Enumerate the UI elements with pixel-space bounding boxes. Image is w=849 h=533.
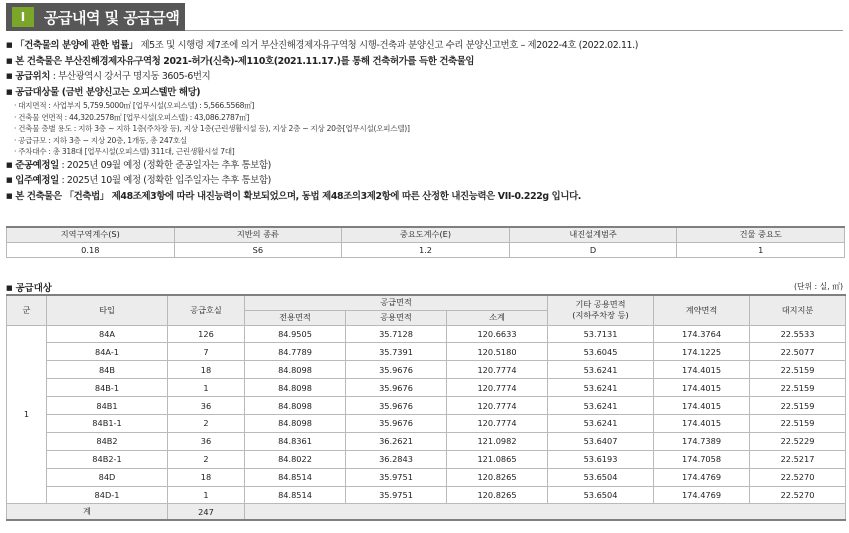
cell-subtotal: 120.8265 — [447, 468, 548, 486]
table-row — [7, 450, 846, 468]
cell-other: 53.6504 — [548, 468, 654, 486]
header-other-common: 기타 공용면적 (지하주차장 등) — [548, 295, 654, 325]
seismic-value-cell: S6 — [174, 242, 342, 257]
cell-land: 22.5217 — [750, 450, 846, 468]
bullet-seismic: ■ 본 건축물은 「건축법」 제48조제3항에 따라 내진능력이 확보되었으며, 동법 제48조의3제2항에 따른 산정한 내진능력은 VII-0.222g 입니다. — [6, 190, 582, 202]
table-row — [7, 397, 846, 415]
cell-common: 35.9676 — [346, 414, 447, 432]
cell-subtotal: 121.0865 — [447, 450, 548, 468]
header-exclusive: 전용면적 — [245, 310, 346, 325]
cell-subtotal: 120.5180 — [447, 343, 548, 361]
cell-common: 35.9676 — [346, 379, 447, 397]
header-supply-area: 공급면적 — [245, 295, 548, 310]
cell-land: 22.5159 — [750, 397, 846, 415]
seismic-value-cell: D — [509, 242, 677, 257]
seismic-header-cell: 지반의 종류 — [174, 227, 342, 242]
cell-exclusive: 84.8098 — [245, 379, 346, 397]
cell-common: 35.9676 — [346, 361, 447, 379]
header-group: 군 — [7, 295, 47, 325]
cell-common: 35.9751 — [346, 486, 447, 504]
cell-contract: 174.7058 — [654, 450, 750, 468]
cell-other: 53.6241 — [548, 361, 654, 379]
cell-type: 84A — [47, 325, 168, 343]
cell-units: 1 — [168, 486, 245, 504]
overview-bullets — [6, 38, 846, 204]
cell-common: 35.7128 — [346, 325, 447, 343]
seismic-header-cell: 건물 중요도 — [677, 227, 845, 242]
table-row — [7, 379, 846, 397]
cell-subtotal: 120.7774 — [447, 361, 548, 379]
cell-type: 84B1 — [47, 397, 168, 415]
supply-header-row — [7, 295, 846, 310]
cell-other: 53.6241 — [548, 379, 654, 397]
cell-exclusive: 84.8098 — [245, 361, 346, 379]
seismic-header-cell: 내진설계범주 — [509, 227, 677, 242]
header-units: 공급호실 — [168, 295, 245, 325]
supply-body — [7, 325, 846, 504]
table-row — [7, 361, 846, 379]
cell-exclusive: 84.7789 — [245, 343, 346, 361]
bullet-legal-basis: ■ 「건축물의 분양에 관한 법률」 제5조 및 시행령 제7조에 의거 부산진해경제자유구역청 시행-건축과 분양신고 수리 분양신고번호 – 제2022-4호 (2022.02.11.) — [6, 40, 639, 51]
header-land-share: 대지지분 — [750, 295, 846, 325]
table-row — [7, 325, 846, 343]
total-row — [7, 504, 846, 520]
cell-exclusive: 84.8514 — [245, 486, 346, 504]
bullet-supply-target: ■ 공급대상물 (금번 분양신고는 오피스텔만 해당) — [6, 86, 201, 98]
cell-type: 84B2-1 — [47, 450, 168, 468]
cell-contract: 174.4769 — [654, 468, 750, 486]
seismic-table — [6, 226, 845, 258]
cell-subtotal: 120.7774 — [447, 414, 548, 432]
cell-land: 22.5533 — [750, 325, 846, 343]
cell-exclusive: 84.8022 — [245, 450, 346, 468]
section-number: I — [12, 7, 34, 27]
cell-units: 36 — [168, 397, 245, 415]
cell-common: 35.9751 — [346, 468, 447, 486]
table-row — [7, 432, 846, 450]
cell-land: 22.5270 — [750, 486, 846, 504]
seismic-value-cell: 1.2 — [342, 242, 510, 257]
bullet-location: ■ 공급위치 : 부산광역시 강서구 명지동 3605-6번지 — [6, 71, 211, 82]
cell-units: 126 — [168, 325, 245, 343]
seismic-value-cell: 1 — [677, 242, 845, 257]
cell-type: 84B — [47, 361, 168, 379]
seismic-header-cell: 중요도계수(E) — [342, 227, 510, 242]
cell-units: 7 — [168, 343, 245, 361]
cell-contract: 174.7389 — [654, 432, 750, 450]
bullet-move-in-date: ■ 입주예정일 : 2025년 10월 예정 (정확한 입주일자는 추후 통보함) — [6, 175, 271, 186]
cell-contract: 174.4015 — [654, 379, 750, 397]
cell-units: 2 — [168, 414, 245, 432]
sub-item-floor-usage: · 건축물 층별 용도 : 지하 3층 ~ 지하 1층(주차장 등), 지상 1층(근린생활시설 등), 지상 2층 ~ 지상 20층[업무시설(오피스텔)] — [14, 124, 410, 133]
cell-type: 84B2 — [47, 432, 168, 450]
cell-units: 2 — [168, 450, 245, 468]
seismic-value-cell: 0.18 — [7, 242, 175, 257]
table-row — [7, 468, 846, 486]
cell-units: 18 — [168, 361, 245, 379]
cell-exclusive: 84.8098 — [245, 414, 346, 432]
bullet-completion-date: ■ 준공예정일 : 2025년 09월 예정 (정확한 준공일자는 추후 통보함) — [6, 159, 271, 171]
cell-other: 53.6193 — [548, 450, 654, 468]
seismic-header-row — [7, 227, 845, 242]
total-label: 계 — [7, 504, 168, 520]
cell-land: 22.5159 — [750, 361, 846, 379]
cell-type: 84B-1 — [47, 379, 168, 397]
cell-subtotal: 121.0982 — [447, 432, 548, 450]
sub-item-land-area: · 대지면적 : 사업부지 5,759.5000㎡ [업무시설(오피스텔) : 5,566.5568㎡] — [14, 101, 255, 110]
cell-units: 36 — [168, 432, 245, 450]
cell-contract: 174.3764 — [654, 325, 750, 343]
cell-contract: 174.4015 — [654, 397, 750, 415]
cell-other: 53.6241 — [548, 414, 654, 432]
cell-exclusive: 84.8514 — [245, 468, 346, 486]
header-type: 타입 — [47, 295, 168, 325]
cell-subtotal: 120.7774 — [447, 397, 548, 415]
cell-contract: 174.4015 — [654, 361, 750, 379]
cell-units: 18 — [168, 468, 245, 486]
cell-type: 84B1-1 — [47, 414, 168, 432]
cell-exclusive: 84.9505 — [245, 325, 346, 343]
header-subtotal: 소계 — [447, 310, 548, 325]
cell-contract: 174.4769 — [654, 486, 750, 504]
cell-common: 36.2843 — [346, 450, 447, 468]
cell-other: 53.6045 — [548, 343, 654, 361]
cell-type: 84A-1 — [47, 343, 168, 361]
cell-other: 53.6241 — [548, 397, 654, 415]
cell-land: 22.5229 — [750, 432, 846, 450]
cell-exclusive: 84.8361 — [245, 432, 346, 450]
cell-land: 22.5159 — [750, 414, 846, 432]
supply-table — [6, 294, 846, 521]
cell-exclusive: 84.8098 — [245, 397, 346, 415]
cell-common: 35.7391 — [346, 343, 447, 361]
seismic-header-cell: 지역구역계수(S) — [7, 227, 175, 242]
table-row — [7, 343, 846, 361]
sub-item-parking: · 주차대수 : 총 318대 [업무시설(오피스텔) 311대, 근린생활시설 7대] — [14, 147, 235, 156]
cell-other: 53.7131 — [548, 325, 654, 343]
unit-note: (단위 : 실, ㎡) — [793, 282, 843, 291]
group-cell: 1 — [7, 325, 47, 504]
cell-subtotal: 120.7774 — [447, 379, 548, 397]
sub-item-scale: · 공급규모 : 지하 3층 ~ 지상 20층, 1개동, 총 247호실 — [14, 135, 187, 145]
header-divider — [185, 30, 843, 31]
cell-land: 22.5077 — [750, 343, 846, 361]
cell-units: 1 — [168, 379, 245, 397]
cell-common: 36.2621 — [346, 432, 447, 450]
table-row — [7, 414, 846, 432]
sub-item-floor-area: · 건축물 연면적 : 44,320.2578㎡ [업무시설(오피스텔) : 43,086.2787㎡] — [14, 112, 250, 122]
total-empty — [245, 504, 846, 520]
cell-other: 53.6407 — [548, 432, 654, 450]
table-row — [7, 486, 846, 504]
cell-common: 35.9676 — [346, 397, 447, 415]
cell-type: 84D — [47, 468, 168, 486]
cell-land: 22.5159 — [750, 379, 846, 397]
total-units: 247 — [168, 504, 245, 520]
cell-contract: 174.4015 — [654, 414, 750, 432]
cell-land: 22.5270 — [750, 468, 846, 486]
cell-subtotal: 120.8265 — [447, 486, 548, 504]
cell-type: 84D-1 — [47, 486, 168, 504]
cell-subtotal: 120.6633 — [447, 325, 548, 343]
cell-contract: 174.1225 — [654, 343, 750, 361]
bullet-permit: ■ 본 건축물은 부산진해경제자유구역청 2021-허가(신축)-제110호(2021.11.17.)를 통해 건축허가를 득한 건축물임 — [6, 55, 475, 67]
header-common: 공용면적 — [346, 310, 447, 325]
section-title: 공급내역 및 공급금액 — [44, 8, 180, 27]
supply-section-title: ■ 공급대상 — [6, 283, 52, 294]
seismic-value-row — [7, 242, 845, 257]
section-header — [6, 3, 185, 31]
cell-other: 53.6504 — [548, 486, 654, 504]
header-contract-area: 계약면적 — [654, 295, 750, 325]
